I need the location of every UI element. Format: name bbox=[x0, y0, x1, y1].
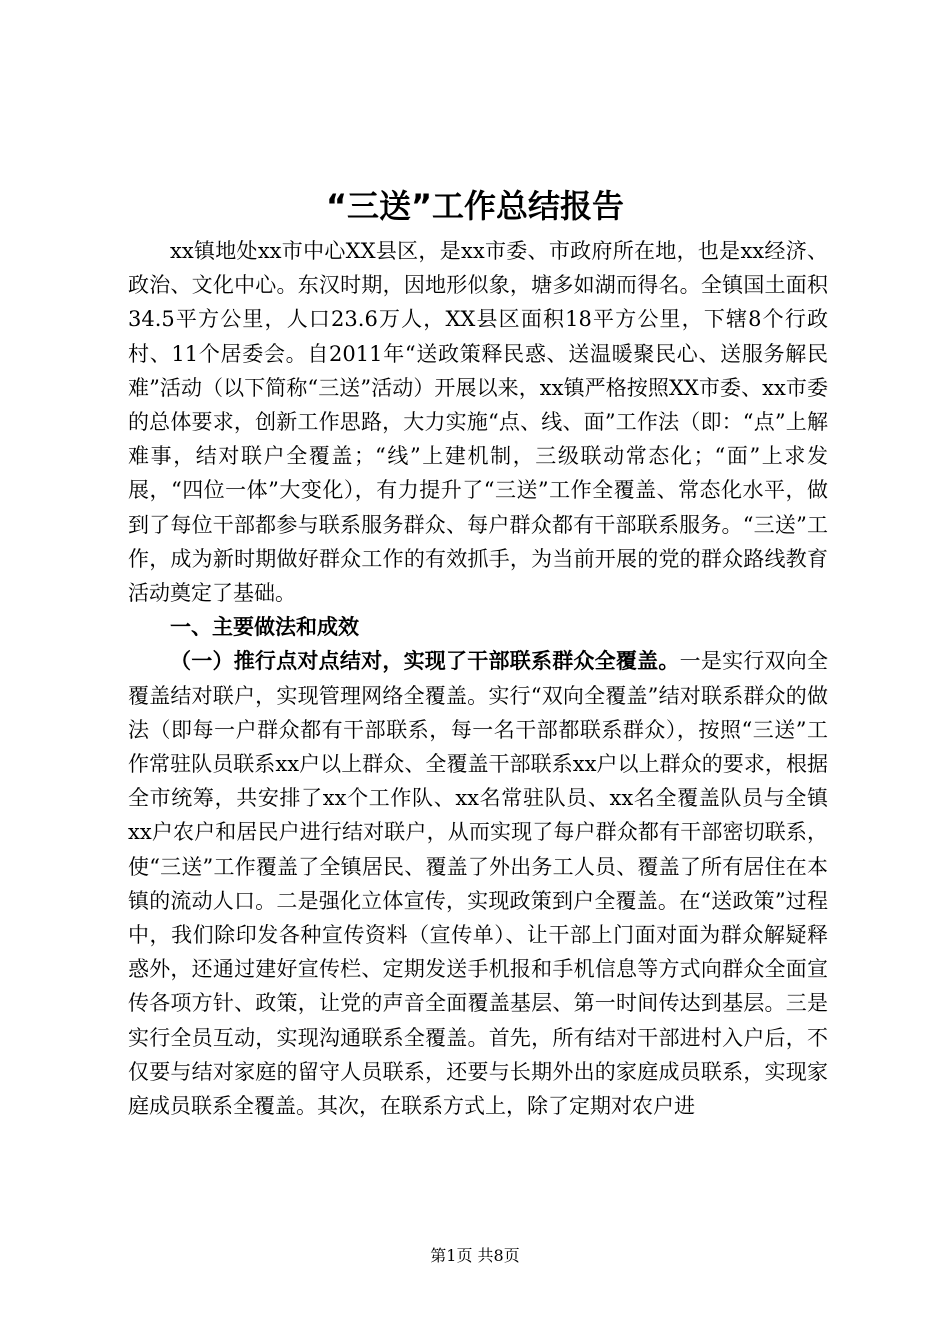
subsection-body: 一是实行双向全覆盖结对联户，实现管理网络全覆盖。实行“双向全覆盖”结对联系群众的做法（即每一户群众都有干部联系，每一名干部都联系群众），按照“三送”工作常驻队员联系xx户以上群众、全覆盖干部联系xx户以上群众的要求，根据全市统筹，共安排了xx个工作队、xx名常驻队员、xx名全覆盖队员与全镇xx户农户和居民户进行结对联户，从而实现了每户群众都有干部密切联系，使“三送”工作覆盖了全镇居民、覆盖了外出务工人员、覆盖了所有居住在本镇的流动人口。二是强化立体宣传，实现政策到户全覆盖。在“送政策”过程中，我们除印发各种宣传资料（宣传单）、让干部上门面对面为群众解疑释惑外，还通过建好宣传栏、定期发送手机报和手机信息等方式向群众全面宣传各项方针、政策，让党的声音全面覆盖基层、第一时间传达到基层。三是实行全员互动，实现沟通联系全覆盖。首先，所有结对干部进村入户后，不仅要与结对家庭的留守人员联系，还要与长期外出的家庭成员联系，实现家庭成员联系全覆盖。其次，在联系方式上，除了定期对农户进 bbox=[128, 649, 829, 1119]
subsection-paragraph bbox=[128, 644, 828, 1123]
intro-paragraph: xx镇地处xx市中心XX县区，是xx市委、市政府所在地，也是xx经济、政治、文化中心。东汉时期，因地形似象，塘多如湖而得名。全镇国土面积34.5平方公里，人口23.6万人，XX县区面积18平方公里，下辖8个行政村、11个居委会。自2011年“送政策释民惑、送温暖聚民心、送服务解民难”活动（以下简称“三送”活动）开展以来，xx镇严格按照XX市委、xx市委的总体要求，创新工作思路，大力实施“点、线、面”工作法（即：“点”上解难事，结对联户全覆盖；“线”上建机制，三级联动常态化；“面”上求发展，“四位一体”大变化），有力提升了“三送”工作全覆盖、常态化水平，做到了每位干部都参与联系服务群众、每户群众都有干部联系服务。“三送”工作，成为新时期做好群众工作的有效抓手，为当前开展的党的群众路线教育活动奠定了基础。 bbox=[128, 239, 828, 606]
document-body bbox=[128, 234, 828, 1123]
subsection-heading: （一）推行点对点结对，实现了干部联系群众全覆盖。 bbox=[170, 649, 680, 674]
document-title: “三送”工作总结报告 bbox=[325, 187, 625, 225]
page-footer: 第1页 共8页 bbox=[430, 1246, 520, 1265]
section-heading: 一、主要做法和成效 bbox=[170, 615, 359, 640]
